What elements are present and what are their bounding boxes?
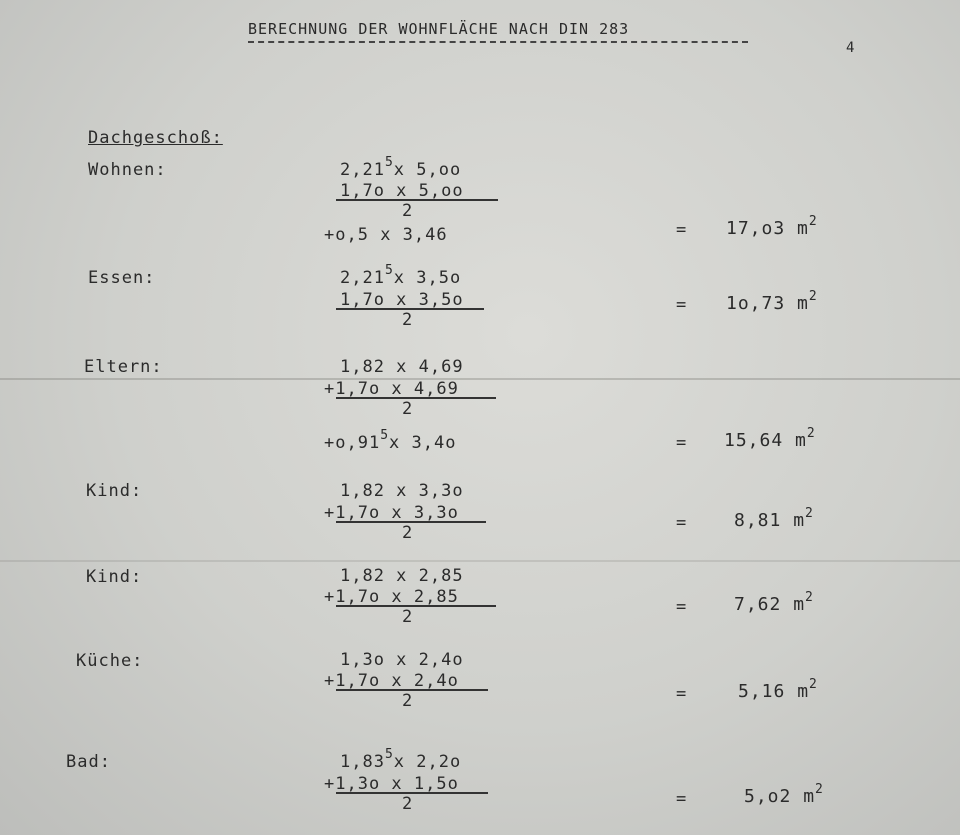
- fraction-bar: [336, 199, 498, 201]
- equals-sign: =: [676, 597, 687, 617]
- calc-line: $+o,91^5x$ 3,4o: [324, 428, 457, 453]
- calc-divisor: 2: [402, 794, 414, 814]
- calc-divisor: 2: [402, 310, 414, 330]
- calc-line: +o,5 x 3,46: [324, 225, 448, 245]
- equals-sign: =: [676, 295, 687, 315]
- room-name: Essen:: [88, 268, 156, 288]
- room-name: Kind:: [86, 567, 143, 587]
- room-area: 5,16 $m^2$: [738, 677, 818, 702]
- room-name: Bad:: [66, 752, 111, 772]
- fraction-bar: [336, 397, 496, 399]
- calc-line: 2,21$^5$x 3,5o: [340, 263, 462, 288]
- calc-line: 1,7o x 5,oo: [340, 181, 464, 201]
- title-underline: [248, 41, 748, 43]
- room-name: Wohnen:: [88, 160, 167, 180]
- calc-divisor: 2: [402, 607, 414, 627]
- room-area: 5,o2 $m^2$: [744, 782, 824, 807]
- room-area: 1o,73 $m^2$: [726, 289, 818, 314]
- calc-line: +1,3o x 1,5o: [324, 774, 459, 794]
- paper-fold: [0, 378, 960, 380]
- equals-sign: =: [676, 513, 687, 533]
- document-title: BERECHNUNG DER WOHNFLÄCHE NACH DIN 283: [248, 20, 630, 38]
- calc-divisor: 2: [402, 399, 414, 419]
- calc-divisor: 2: [402, 691, 414, 711]
- calc-line: +1,7o x 3,3o: [324, 503, 459, 523]
- calc-divisor: 2: [402, 201, 414, 221]
- equals-sign: =: [676, 684, 687, 704]
- calc-line: 1,7o x 3,5o: [340, 290, 464, 310]
- calc-line: +1,7o x 4,69: [324, 379, 459, 399]
- room-name: Küche:: [76, 651, 144, 671]
- calc-line: 1,82 x 4,69: [340, 357, 464, 377]
- calc-divisor: 2: [402, 523, 414, 543]
- room-name: Kind:: [86, 481, 143, 501]
- calc-line: 1,82 x 2,85: [340, 566, 464, 586]
- page-number: 4: [846, 40, 855, 56]
- calc-line: +1,7o x 2,4o: [324, 671, 459, 691]
- room-name: Eltern:: [84, 357, 163, 377]
- calc-line: +1,7o x 2,85: [324, 587, 459, 607]
- room-area: 17,o3 $m^2$: [726, 214, 818, 239]
- room-area: 8,81 $m^2$: [734, 506, 814, 531]
- fraction-bar: [336, 605, 496, 607]
- room-area: 7,62 $m^2$: [734, 590, 814, 615]
- equals-sign: =: [676, 789, 687, 809]
- calc-line: 1,83$^5$x 2,2o: [340, 747, 462, 772]
- paper-fold: [0, 560, 960, 562]
- calc-line: 1,82 x 3,3o: [340, 481, 464, 501]
- equals-sign: =: [676, 220, 687, 240]
- room-area: 15,64 $m^2$: [724, 426, 816, 451]
- calc-line: 2,21$^5$x 5,oo: [340, 155, 462, 180]
- equals-sign: =: [676, 433, 687, 453]
- section-heading: Dachgeschoß:: [88, 128, 223, 148]
- calc-line: 1,3o x 2,4o: [340, 650, 464, 670]
